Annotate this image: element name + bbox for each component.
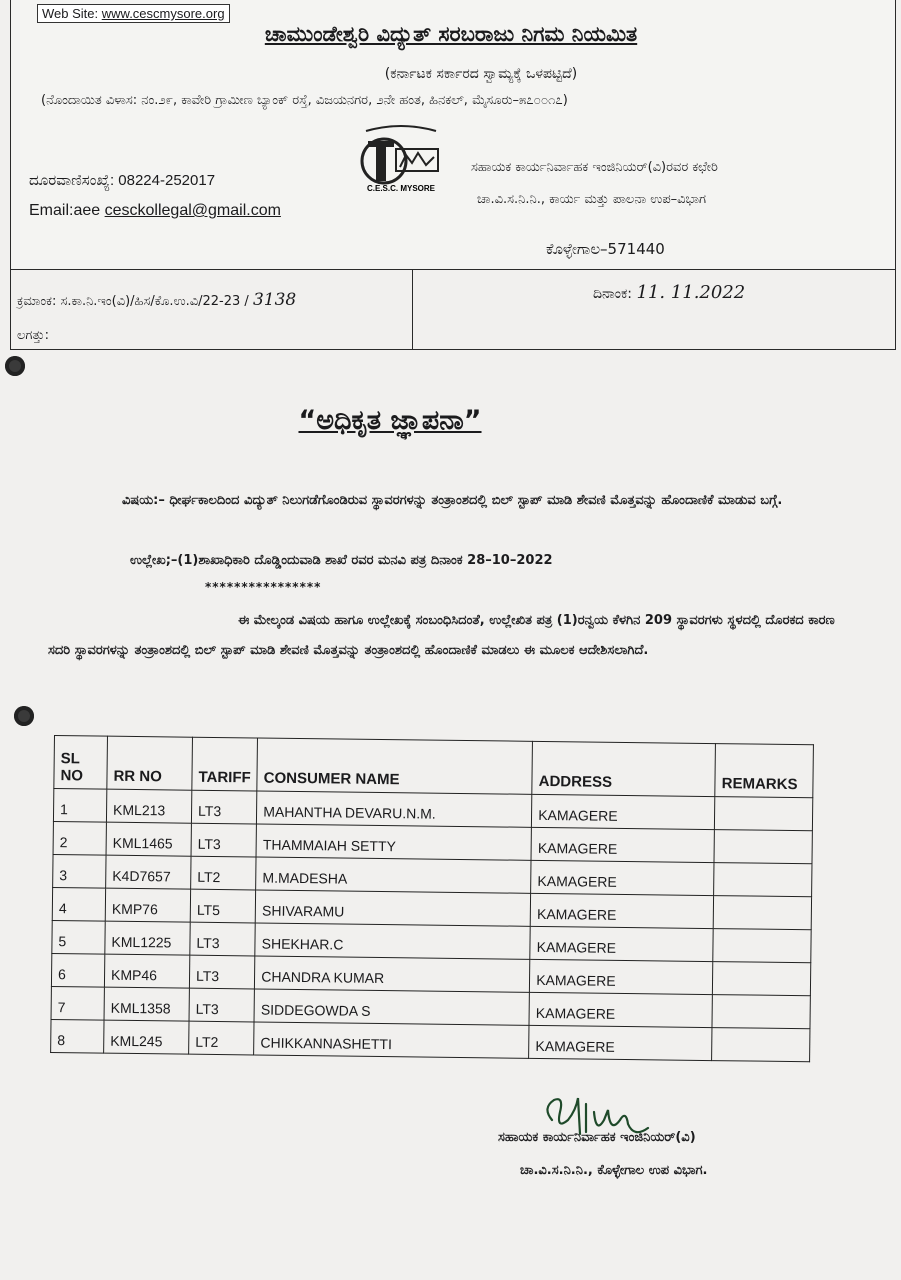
column-header: ADDRESS (532, 741, 716, 796)
table-cell (713, 962, 811, 996)
government-note: (ಕರ್ನಾಟಕ ಸರ್ಕಾರದ ಸ್ವಾಮ್ಯಕ್ಕೆ ಒಳಪಟ್ಟಿದೆ) (384, 66, 578, 82)
table-cell: KML1358 (104, 987, 189, 1021)
table-cell: KAMAGERE (530, 959, 713, 994)
signatory-designation: ಸಹಾಯಕ ಕಾರ್ಯನಿರ್ವಾಹಕ ಇಂಜಿನಿಯರ್(ವಿ) (498, 1130, 696, 1145)
reference-number-handwritten: 3138 (252, 290, 297, 310)
column-header: RR NO (107, 736, 193, 790)
reference-date (593, 282, 745, 303)
column-header: TARIFF (192, 737, 258, 791)
website-label (37, 4, 230, 23)
table-cell: SHEKHAR.C (255, 923, 530, 959)
reference-number (17, 290, 296, 310)
email-label: Email:aee (29, 202, 101, 219)
organization-name: ಚಾಮುಂಡೇಶ್ವರಿ ವಿದ್ಯುತ್ ಸರಬರಾಜು ನಿಗಮ ನಿಯಮಿತ (264, 22, 638, 46)
table-cell: 3 (53, 854, 106, 888)
table-cell: SIDDEGOWDA S (254, 989, 529, 1025)
table-cell: 2 (53, 821, 106, 855)
logo-caption: C.E.S.C. MYSORE (366, 184, 436, 193)
reference-block (10, 270, 896, 350)
table-cell: MAHANTHA DEVARU.N.M. (257, 791, 532, 827)
office-division: ಚಾ.ವಿ.ಸ.ನಿ.ನಿ., ಕಾರ್ಯ ಮತ್ತು ಪಾಲನಾ ಉಪ–ವಿಭಾಗ (477, 192, 707, 207)
table-cell: LT2 (189, 1021, 255, 1055)
registered-address: (ನೊಂದಾಯಿತ ವಿಳಾಸ: ನಂ.೨೯, ಕಾವೇರಿ ಗ್ರಾಮೀಣ ಬ್ಯಾಂಕ್ ರಸ್ತೆ, ವಿಜಯನಗರ, ೨ನೇ ಹಂತ, ಹಿನಕಲ್, ಮೈಸೂರು–೫೭೦೦೧೭) (41, 93, 568, 108)
enclosure-label: ಲಗತ್ತು: (17, 328, 49, 343)
table-cell: 5 (52, 920, 105, 954)
table-cell: CHIKKANNASHETTI (254, 1022, 529, 1058)
table-cell: SHIVARAMU (255, 890, 530, 926)
table-cell: KML1465 (106, 822, 191, 856)
punch-hole-icon (14, 706, 34, 726)
table-cell: 1 (53, 789, 106, 823)
table-cell: KAMAGERE (532, 794, 715, 829)
website-label-text: Web Site: (42, 6, 99, 21)
table-cell: KAMAGERE (531, 827, 714, 862)
table-cell: KAMAGERE (530, 893, 713, 928)
notice-reference: ಉಲ್ಲೇಖ;–(1)ಶಾಖಾಧಿಕಾರಿ ದೊಡ್ಡಿಂದುವಾಡಿ ಶಾಖೆ ರವರ ಮನವಿ ಪತ್ರ ದಿನಾಂಕ 28–10–2022 (130, 553, 553, 568)
table-cell: LT3 (191, 823, 257, 857)
table-cell: KAMAGERE (530, 926, 713, 961)
table-cell (712, 995, 810, 1029)
reference-number-label: ಕ್ರಮಾಂಕ: ಸ.ಕಾ.ನಿ.ಇಂ(ವಿ)/ಹಿಸ/ಕೊ.ಉ.ವಿ/22-23 / (17, 294, 249, 309)
table-cell: KML1225 (105, 921, 190, 955)
notice-body: ಈ ಮೇಲ್ಕಂಡ ವಿಷಯ ಹಾಗೂ ಉಲ್ಲೇಖಕ್ಕೆ ಸಂಬಂಧಿಸಿದಂತೆ, ಉಲ್ಲೇಖಿತ ಪತ್ರ (1)ರನ್ವಯ ಕೆಳಗಿನ 209 ಸ್ಥಾವರಗಳು ಸ್ಥಳದಲ್ಲಿ ದೊರಕದ ಕಾರಣ ಸದರಿ ಸ್ಥಾವರಗಳನ್ನು ತಂತ್ರಾಂಶದಲ್ಲಿ ಬಿಲ್ ಸ್ಟಾಪ್ ಮಾಡಿ ಶೇವಣಿ ಮೊತ್ತವನ್ನು ತಂತ್ರಾಂಶದಲ್ಲಿ ಹೊಂದಾಣಿಕೆ ಮಾಡಲು ಈ ಮೂಲಕ ಆದೇಶಿಸಲಾಗಿದೆ. (48, 613, 835, 658)
table-cell (715, 797, 813, 831)
phone-number: ದೂರವಾಣಿಸಂಖ್ಯೆ: 08224-252017 (29, 172, 216, 189)
table-cell: M.MADESHA (256, 857, 531, 893)
notice-title: “ಅಧಿಕೃತ ಜ್ಞಾಪನಾ” (298, 405, 482, 436)
letterhead (10, 0, 896, 270)
notice-subject: ವಿಷಯ:– ಧೀರ್ಘಕಾಲದಿಂದ ವಿದ್ಯುತ್ ನಿಲುಗಡೆಗೊಂಡಿರುವ ಸ್ಥಾವರಗಳನ್ನು ತಂತ್ರಾಂಶದಲ್ಲಿ ಬಿಲ್ ಸ್ಟಾಪ್ ಮಾಡಿ ಶೇವಣಿ ಮೊತ್ತವನ್ನು ಹೊಂದಾಣಿಕೆ ಮಾಡುವ ಬಗ್ಗೆ. (122, 493, 783, 508)
table-cell: 6 (51, 953, 104, 987)
table-cell: LT3 (189, 955, 255, 989)
table-cell: LT5 (190, 889, 256, 923)
separator-stars: **************** (205, 580, 322, 594)
table-cell (713, 929, 811, 963)
website-link[interactable]: www.cescmysore.org (101, 6, 225, 21)
office-location: ಕೊಳ್ಳೇಗಾಲ–571440 (546, 240, 665, 258)
table-cell: THAMMAIAH SETTY (256, 824, 531, 860)
table-header-row (54, 736, 814, 798)
table-cell (713, 896, 811, 930)
punch-hole-icon (5, 356, 25, 376)
column-header: REMARKS (715, 744, 813, 798)
table-cell: KAMAGERE (529, 1025, 712, 1060)
table-cell: KMP76 (105, 888, 190, 922)
table-cell: LT3 (189, 988, 255, 1022)
table-cell: LT2 (191, 856, 257, 890)
reference-date-label: ದಿನಾಂಕ: (593, 286, 632, 302)
table-cell: K4D7657 (106, 855, 191, 889)
table-cell (712, 1028, 810, 1062)
table-cell: KML245 (104, 1020, 189, 1054)
office-title: ಸಹಾಯಕ ಕಾರ್ಯನಿರ್ವಾಹಕ ಇಂಜಿನಿಯರ್(ವಿ)ರವರ ಕಛೇರಿ (471, 160, 718, 175)
table-cell: KAMAGERE (529, 992, 712, 1027)
table-cell: LT3 (190, 922, 256, 956)
table-cell (714, 830, 812, 864)
reference-divider (412, 270, 413, 350)
column-header: CONSUMER NAME (257, 738, 533, 794)
email-address[interactable]: cesckollegal@gmail.com (104, 202, 281, 219)
consumer-table (50, 735, 814, 1062)
table-cell: KMP46 (104, 954, 189, 988)
table-cell (714, 863, 812, 897)
signatory-office: ಚಾ.ವಿ.ಸ.ನಿ.ನಿ., ಕೊಳ್ಳೇಗಾಲ ಉಪ ವಿಭಾಗ. (520, 1163, 708, 1178)
cesc-logo-icon (356, 123, 446, 195)
reference-date-handwritten: 11. 11.2022 (636, 282, 746, 303)
table-cell: 4 (52, 887, 105, 921)
column-header: SL NO (54, 736, 108, 790)
table-cell: CHANDRA KUMAR (255, 956, 530, 992)
table-cell: LT3 (191, 790, 257, 824)
email-line (29, 202, 281, 220)
table-body (51, 789, 813, 1062)
table-cell: 8 (51, 1019, 104, 1053)
table-cell: 7 (51, 986, 104, 1020)
table-cell: KML213 (106, 789, 191, 823)
table-cell: KAMAGERE (531, 860, 714, 895)
